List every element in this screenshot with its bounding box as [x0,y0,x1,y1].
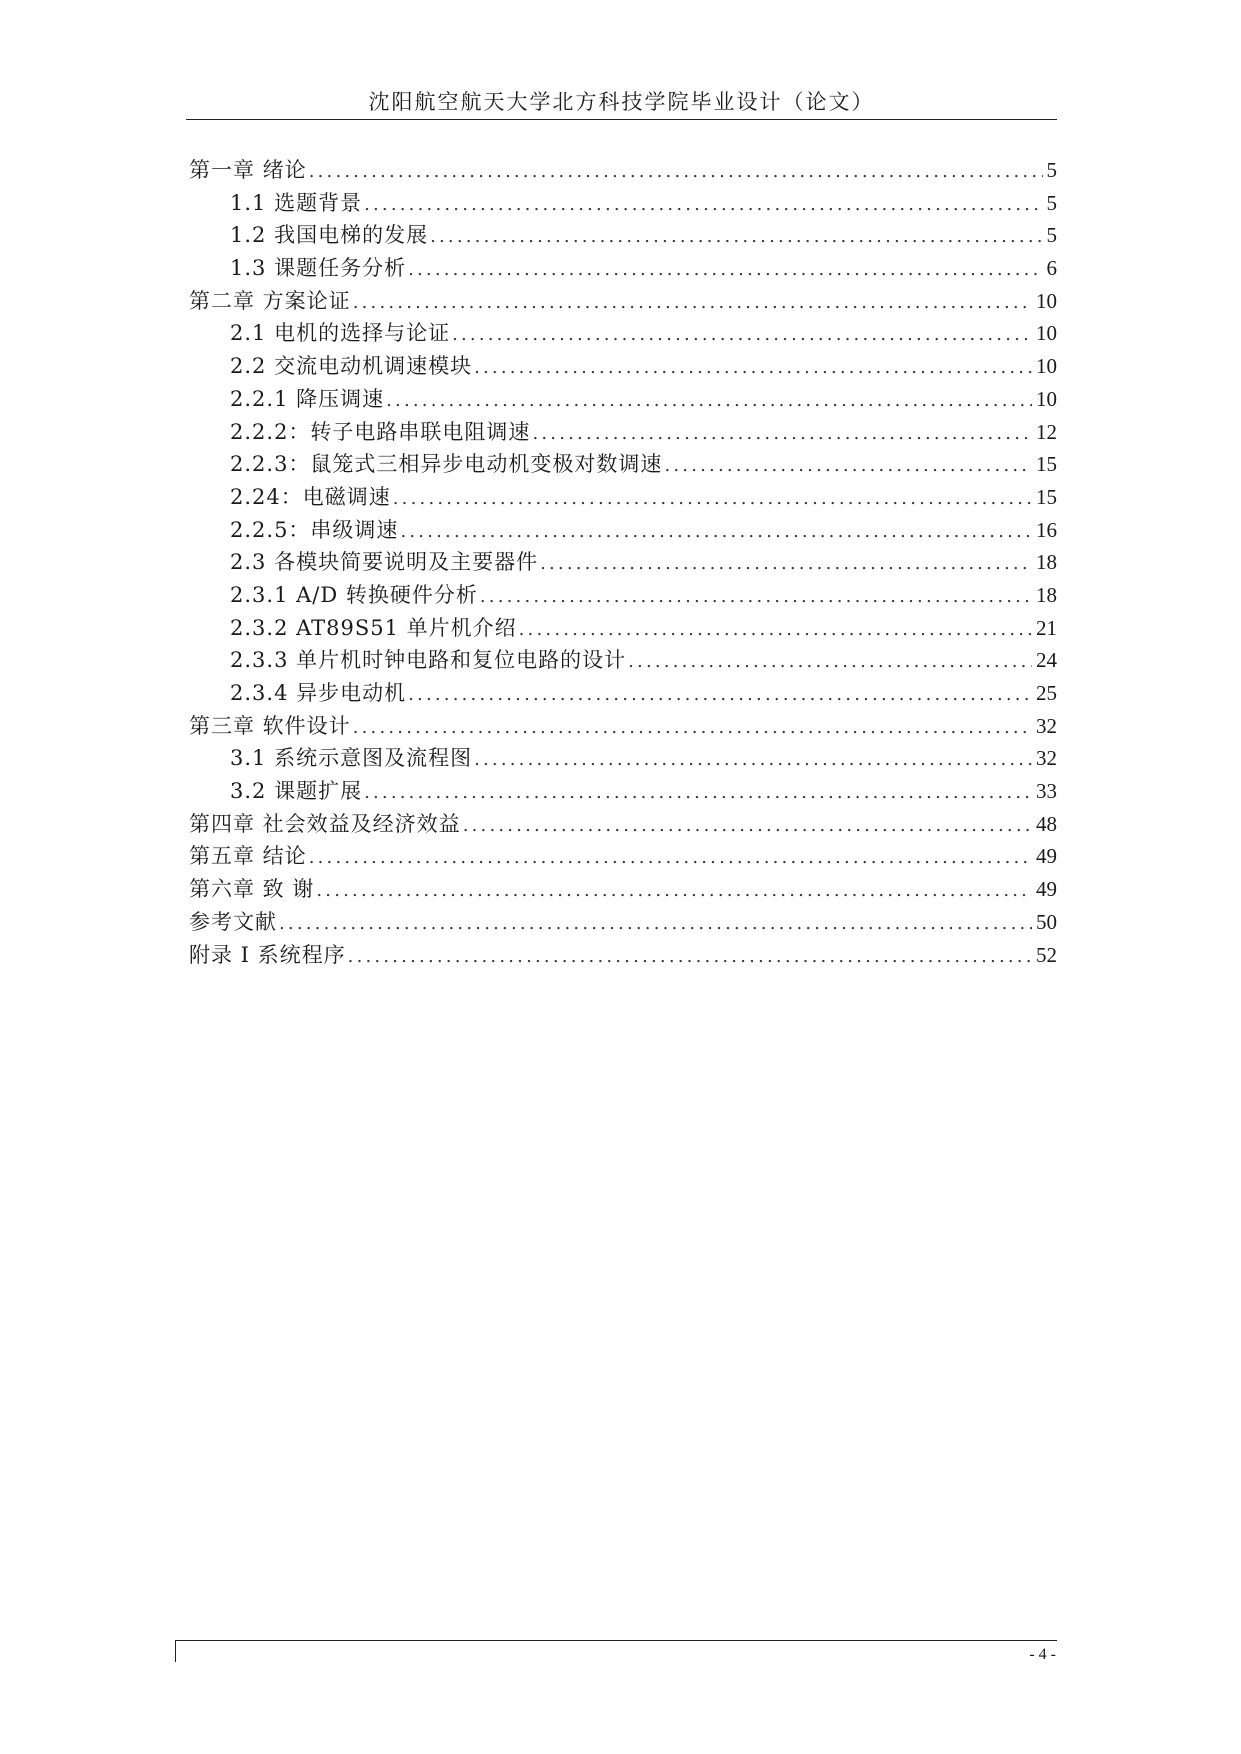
toc-leader-dots [316,875,1032,908]
toc-entry-title: 2.3 各模块简要说明及主要器件 [230,550,539,575]
toc-entry[interactable] [189,187,1057,220]
toc-entry-page-number: 10 [1036,386,1057,411]
toc-entry[interactable] [189,710,1057,743]
toc-leader-dots [309,842,1032,875]
toc-entry-page-number: 12 [1036,419,1057,444]
toc-entry-page-number: 24 [1036,648,1057,673]
toc-entry[interactable] [189,350,1057,383]
toc-entry[interactable] [189,579,1057,612]
toc-entry-title: 2.2.5：串级调速 [230,517,399,542]
toc-entry-title: 附录 I 系统程序 [189,942,346,967]
footer-corner-mark [175,1640,176,1662]
toc-entry-page-number: 5 [1046,158,1057,182]
toc-entry-page-number: 52 [1036,942,1057,967]
toc-entry[interactable] [189,677,1057,710]
toc-entry-page-number: 5 [1046,190,1057,215]
toc-entry[interactable] [189,939,1057,972]
toc-entry-page-number: 33 [1036,779,1057,804]
toc-entry[interactable] [189,448,1057,481]
toc-entry-page-number: 32 [1036,746,1057,771]
toc-entry-page-number: 10 [1036,321,1057,346]
toc-leader-dots [628,646,1032,679]
toc-leader-dots [353,287,1032,320]
toc-entry-page-number: 15 [1036,452,1057,477]
toc-leader-dots [664,450,1032,483]
toc-entry-title: 第六章 致 谢 [189,877,315,902]
toc-entry-page-number: 21 [1036,615,1057,640]
toc-entry[interactable] [189,252,1057,285]
toc-entry[interactable] [189,644,1057,677]
toc-entry-page-number: 10 [1036,288,1057,313]
toc-entry-title: 2.2.3：鼠笼式三相异步电动机变极对数调速 [230,452,663,477]
toc-entry[interactable] [189,840,1057,873]
toc-entry-page-number: 10 [1036,354,1057,379]
toc-leader-dots [364,189,1042,222]
toc-entry-title: 2.24：电磁调速 [230,484,391,509]
toc-leader-dots [463,810,1032,843]
toc-entry-title: 3.1 系统示意图及流程图 [230,746,473,771]
toc-entry[interactable] [189,775,1057,808]
toc-entry-title: 1.1 选题背景 [230,190,363,215]
header-rule [186,119,1057,120]
toc-entry-title: 2.2 交流电动机调速模块 [230,354,473,379]
toc-leader-dots [364,777,1032,810]
toc-entry-title: 2.1 电机的选择与论证 [230,321,451,346]
toc-leader-dots [474,744,1032,777]
toc-entry-title: 第二章 方案论证 [189,288,351,313]
toc-leader-dots [474,352,1032,385]
toc-leader-dots [400,516,1032,549]
toc-leader-dots [519,614,1032,647]
toc-entry[interactable] [189,612,1057,645]
toc-leader-dots [480,581,1032,614]
toc-entry-page-number: 49 [1036,844,1057,869]
table-of-contents [189,154,1057,971]
toc-entry-title: 第三章 软件设计 [189,713,351,738]
toc-entry-page-number: 18 [1036,550,1057,575]
toc-entry-title: 2.3.3 单片机时钟电路和复位电路的设计 [230,648,627,673]
toc-entry-page-number: 16 [1036,517,1057,542]
toc-leader-dots [309,156,1043,189]
toc-entry[interactable] [189,416,1057,449]
toc-entry-page-number: 18 [1036,582,1057,607]
toc-entry[interactable] [189,546,1057,579]
toc-entry-title: 2.2.2：转子电路串联电阻调速 [230,419,531,444]
toc-entry[interactable] [189,514,1057,547]
toc-entry-title: 2.3.1 A/D 转换硬件分析 [230,582,478,607]
toc-entry[interactable] [189,317,1057,350]
page-number: - 4 - [1029,1646,1056,1663]
toc-entry-title: 2.3.2 AT89S51 单片机介绍 [230,615,517,640]
toc-entry-title: 2.3.4 异步电动机 [230,681,407,705]
toc-leader-dots [279,908,1032,941]
toc-entry-page-number: 48 [1036,811,1057,836]
toc-entry-title: 1.2 我国电梯的发展 [230,223,429,248]
toc-entry-page-number: 50 [1036,909,1057,934]
toc-entry-title: 参考文献 [189,909,277,934]
toc-leader-dots [532,418,1032,451]
toc-entry[interactable] [189,285,1057,318]
toc-leader-dots [386,385,1032,418]
toc-entry[interactable] [189,219,1057,252]
toc-entry-title: 第一章 绪论 [189,158,307,182]
toc-entry[interactable] [189,873,1057,906]
toc-leader-dots [348,941,1032,974]
toc-entry-title: 第五章 结论 [189,844,307,869]
toc-entry-page-number: 5 [1046,223,1057,248]
toc-entry[interactable] [189,154,1057,187]
toc-leader-dots [430,221,1042,254]
toc-leader-dots [408,679,1032,712]
page-header: 沈阳航空航天大学北方科技学院毕业设计（论文） [368,90,875,114]
toc-entry-page-number: 6 [1046,256,1057,281]
toc-entry-title: 2.2.1 降压调速 [230,386,385,411]
toc-entry-title: 第四章 社会效益及经济效益 [189,811,461,836]
toc-entry-page-number: 25 [1036,681,1057,705]
toc-entry[interactable] [189,383,1057,416]
toc-leader-dots [540,548,1032,581]
toc-leader-dots [452,319,1032,352]
toc-leader-dots [393,483,1032,516]
toc-entry-page-number: 32 [1036,713,1057,738]
toc-leader-dots [408,254,1042,287]
toc-entry-page-number: 15 [1036,484,1057,509]
toc-entry-page-number: 49 [1036,877,1057,902]
toc-leader-dots [353,712,1032,745]
toc-entry[interactable] [189,742,1057,775]
toc-entry[interactable] [189,808,1057,841]
footer-rule [175,1640,1057,1641]
toc-entry[interactable] [189,481,1057,514]
toc-entry-title: 1.3 课题任务分析 [230,256,407,281]
toc-entry[interactable] [189,906,1057,939]
toc-entry-title: 3.2 课题扩展 [230,779,363,804]
